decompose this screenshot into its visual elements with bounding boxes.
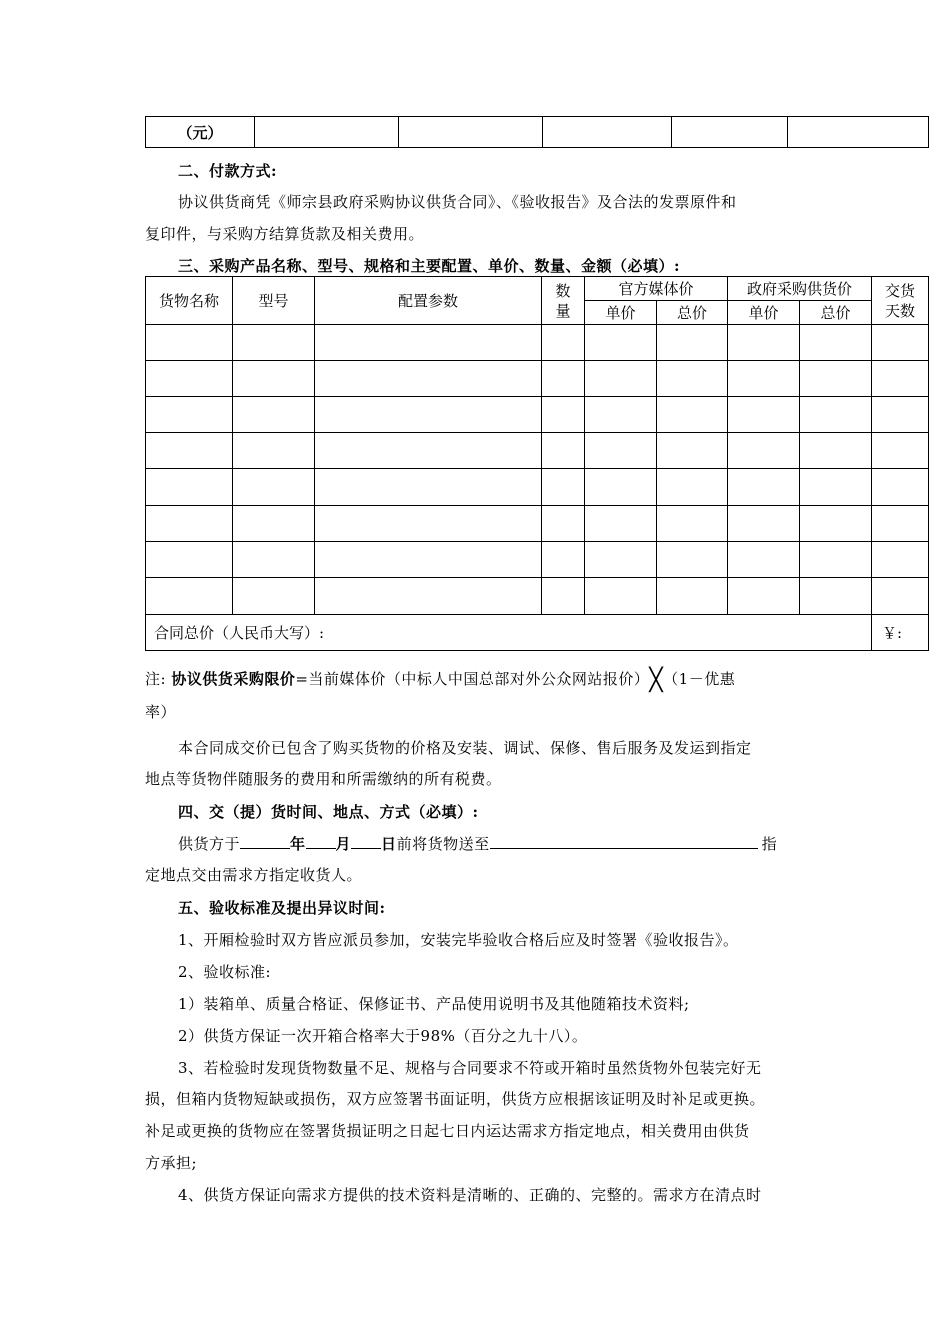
header-unit-price: 单价 (728, 301, 800, 325)
year-label: 年 (290, 835, 306, 853)
note-rest: =当前媒体价（中标人中国总部对外公众网站报价） (295, 670, 650, 688)
header-days (872, 277, 929, 325)
header-model: 型号 (233, 277, 315, 325)
top-table (145, 116, 929, 148)
section2-heading: 二、付款方式: (178, 162, 278, 180)
note-line1 (145, 668, 736, 693)
product-table (145, 276, 929, 651)
header-config: 配置参数 (315, 277, 542, 325)
section5-item2: 2、验收标准: (178, 963, 272, 981)
section2-line2: 复印件，与采购方结算货款及相关费用。 (145, 225, 425, 243)
empty-cell (672, 117, 788, 148)
year-blank (240, 834, 290, 849)
note-bold: 协议供货采购限价 (171, 670, 296, 688)
note-tail: （1－优惠 (663, 670, 736, 688)
section5-item3-line2: 损，但箱内货物短缺或损伤，双方应签署书面证明，供货方应根据该证明及时补足或更换。 (145, 1090, 766, 1108)
day-blank (351, 834, 381, 849)
empty-cell (255, 117, 399, 148)
unit-label: （元） (146, 117, 255, 148)
table-row (146, 433, 929, 469)
table-row (146, 506, 929, 542)
times-symbol: ╳ (649, 668, 664, 693)
header-media-price: 官方媒体价 (585, 277, 728, 301)
supply-suffix: 指 (761, 835, 778, 853)
table-row (146, 542, 929, 578)
header-unit-price: 单价 (585, 301, 657, 325)
currency-label: ￥: (872, 615, 929, 651)
supply-prefix: 供货方于 (178, 835, 241, 853)
header-qty-bottom: 量 (555, 301, 571, 320)
header-total-price: 总价 (657, 301, 728, 325)
section4-line2: 定地点交由需求方指定收货人。 (145, 866, 363, 884)
month-blank (306, 834, 336, 849)
header-days-top: 交货 (884, 281, 915, 300)
header-qty-top: 数 (555, 281, 571, 300)
section3-heading: 三、采购产品名称、型号、规格和主要配置、单价、数量、金额（必填）: (178, 257, 681, 275)
location-blank (490, 834, 758, 849)
total-label: 合同总价（人民币大写）: (146, 615, 872, 651)
empty-cell (788, 117, 929, 148)
delivery-text: 前将货物送至 (396, 835, 490, 853)
month-label: 月 (335, 835, 352, 853)
section5-item2-2: 2）供货方保证一次开箱合格率大于98%（百分之九十八）。 (178, 1027, 588, 1045)
table-row (146, 397, 929, 433)
section5-item4-line1: 4、供货方保证向需求方提供的技术资料是清晰的、正确的、完整的。需求方在清点时 (178, 1186, 762, 1204)
header-qty (542, 277, 585, 325)
section5-item1: 1、开厢检验时双方皆应派员参加，安装完毕验收合格后应及时签署《验收报告》。 (178, 931, 739, 949)
empty-cell (543, 117, 672, 148)
price-para-line1: 本合同成交价已包含了购买货物的价格及安装、调试、保修、售后服务及发运到指定 (178, 739, 752, 757)
section5-item3-line1: 3、若检验时发现货物数量不足、规格与合同要求不符或开箱时虽然货物外包装完好无 (178, 1059, 762, 1077)
section5-item2-1: 1）装箱单、质量合格证、保修证书、产品使用说明书及其他随箱技术资料; (178, 995, 690, 1013)
table-row (146, 469, 929, 506)
table-row (146, 325, 929, 361)
header-days-bottom: 天数 (884, 301, 915, 320)
empty-cell (399, 117, 543, 148)
header-gov-price: 政府采购供货价 (728, 277, 872, 301)
section5-item3-line4: 方承担; (145, 1154, 198, 1172)
section2-line1: 协议供货商凭《师宗县政府采购协议供货合同》、《验收报告》及合法的发票原件和 (178, 193, 737, 211)
section5-item3-line3: 补足或更换的货物应在签署货损证明之日起七日内运达需求方指定地点，相关费用由供货 (145, 1122, 750, 1140)
header-name: 货物名称 (146, 277, 233, 325)
day-label: 日 (381, 835, 397, 853)
price-para-line2: 地点等货物伴随服务的费用和所需缴纳的所有税费。 (145, 770, 502, 788)
section4-heading: 四、交（提）货时间、地点、方式（必填）: (178, 803, 479, 821)
note-line2: 率） (145, 703, 177, 721)
table-row (146, 361, 929, 397)
table-row (146, 578, 929, 615)
section4-line1 (178, 833, 777, 854)
header-total-price: 总价 (800, 301, 872, 325)
note-prefix: 注: (145, 670, 172, 688)
section5-heading: 五、验收标准及提出异议时间: (178, 899, 386, 917)
